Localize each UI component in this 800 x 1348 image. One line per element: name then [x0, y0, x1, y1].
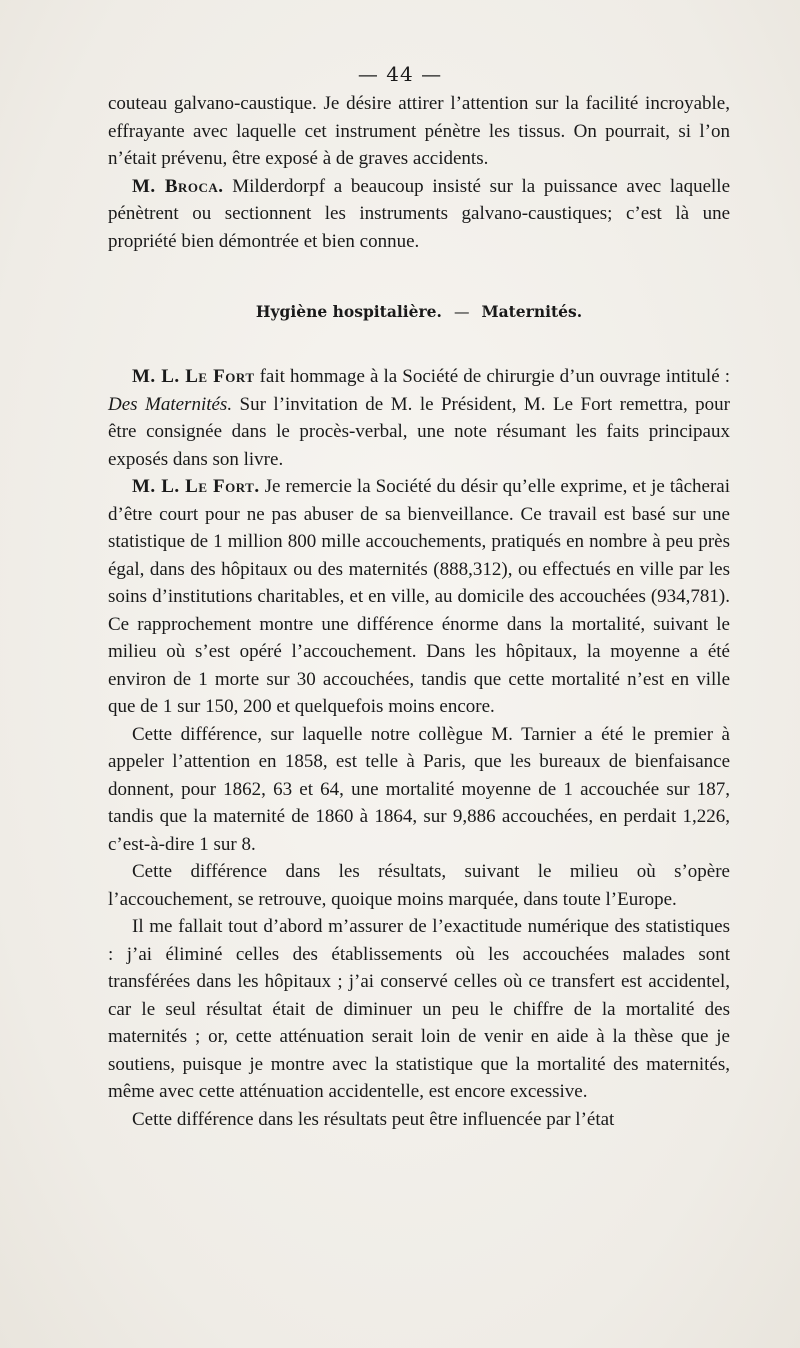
- section-heading: [108, 298, 730, 326]
- heading-right: Maternités.: [481, 302, 583, 321]
- speaker-name: M. L. Le Fort.: [132, 476, 260, 497]
- page-number: — 44 —: [357, 62, 443, 86]
- paragraph-text: Je remercie la Société du désir qu’elle exprime, et je tâcherai d’être court pour ne pas abuser de sa bienveillance. Ce travail est basé sur une statistique de 1 million 800 mille accouchements, pratiqués en nombre à peu près égal, dans des hôpitaux ou des maternités (888,312), ou effectués en ville par les soins d’institutions charitables, et en ville, au domicile des accouchées (934,781). Ce rapprochement montre une différence énorme dans la mortalité, suivant le milieu où s’est opéré l’accouchement. Dans les hôpitaux, la moyenne a été environ de 1 morte sur 30 accouchées, tandis que cette mortalité n’est en ville que de 1 sur 150, 200 et quelquefois moins encore.: [108, 476, 730, 717]
- heading-left: Hygiène hospitalière.: [255, 302, 442, 321]
- paragraph: [108, 363, 730, 473]
- speaker-name: M. Broca.: [132, 175, 224, 197]
- paragraph-text: couteau galvano-caustique. Je désire attirer l’attention sur la facilité incroyable, effrayante avec laquelle cet instrument pénètre les tissus. On pourrait, si l’on n’était prévenu, être exposé à de graves accidents.: [108, 93, 730, 169]
- paragraph: Cette différence dans les résultats peut être influencée par l’état: [132, 1108, 615, 1130]
- paragraph: [108, 90, 730, 173]
- paragraph: [108, 473, 730, 721]
- paragraph: Cette différence, sur laquelle notre collègue M. Tarnier a été le premier à appeler l’attention en 1858, est telle à Paris, que les bureaux de bienfaisance donnent, pour 1862, 63 et 64, une mortalité moyenne de 1 accouchée sur 187, tandis que la maternité de 1860 à 1864, sur 9,886 accouchées, en perdait 1,226, c’est-à-dire 1 sur 8.: [108, 723, 730, 855]
- paragraph-text: Sur l’invitation de M. le Président, M. Le Fort remettra, pour être consignée dans le procès-verbal, une note résumant les faits principaux exposés dans son livre.: [108, 393, 730, 470]
- book-title: Des Maternités.: [108, 393, 233, 415]
- heading-dash: —: [453, 303, 470, 321]
- body-text: [108, 90, 730, 1133]
- paragraph: Il me fallait tout d’abord m’assurer de l’exactitude numérique des statistiques : j’ai éliminé celles des établissements où les accouchées malades sont transférées dans les hôpitaux ; j’ai conservé celles où ce transfert est accidentel, car le seul résultat était de diminuer un peu le chiffre de la mortalité des maternités ; or, cette atténuation serait loin de venir en aide à la thèse que je soutiens, puisque je montre avec la statistique que la mortalité des maternités, même avec cette atténuation accidentelle, est encore excessive.: [108, 916, 730, 1102]
- paragraph-text: fait hommage à la Société de chirurgie d’un ouvrage intitulé :: [254, 366, 730, 387]
- paragraph-text: Milderdorpf a beaucoup insisté sur la puissance avec laquelle pénètrent ou sectionnent les instruments galvano-caustiques; c’est là une propriété bien démontrée et bien connue.: [108, 175, 730, 252]
- paragraph: Cette différence dans les résultats, suivant le milieu où s’opère l’accouchement, se retrouve, quoique moins marquée, dans toute l’Europe.: [108, 861, 730, 910]
- paragraph: [108, 173, 730, 256]
- speaker-name: M. L. Le Fort: [132, 366, 255, 387]
